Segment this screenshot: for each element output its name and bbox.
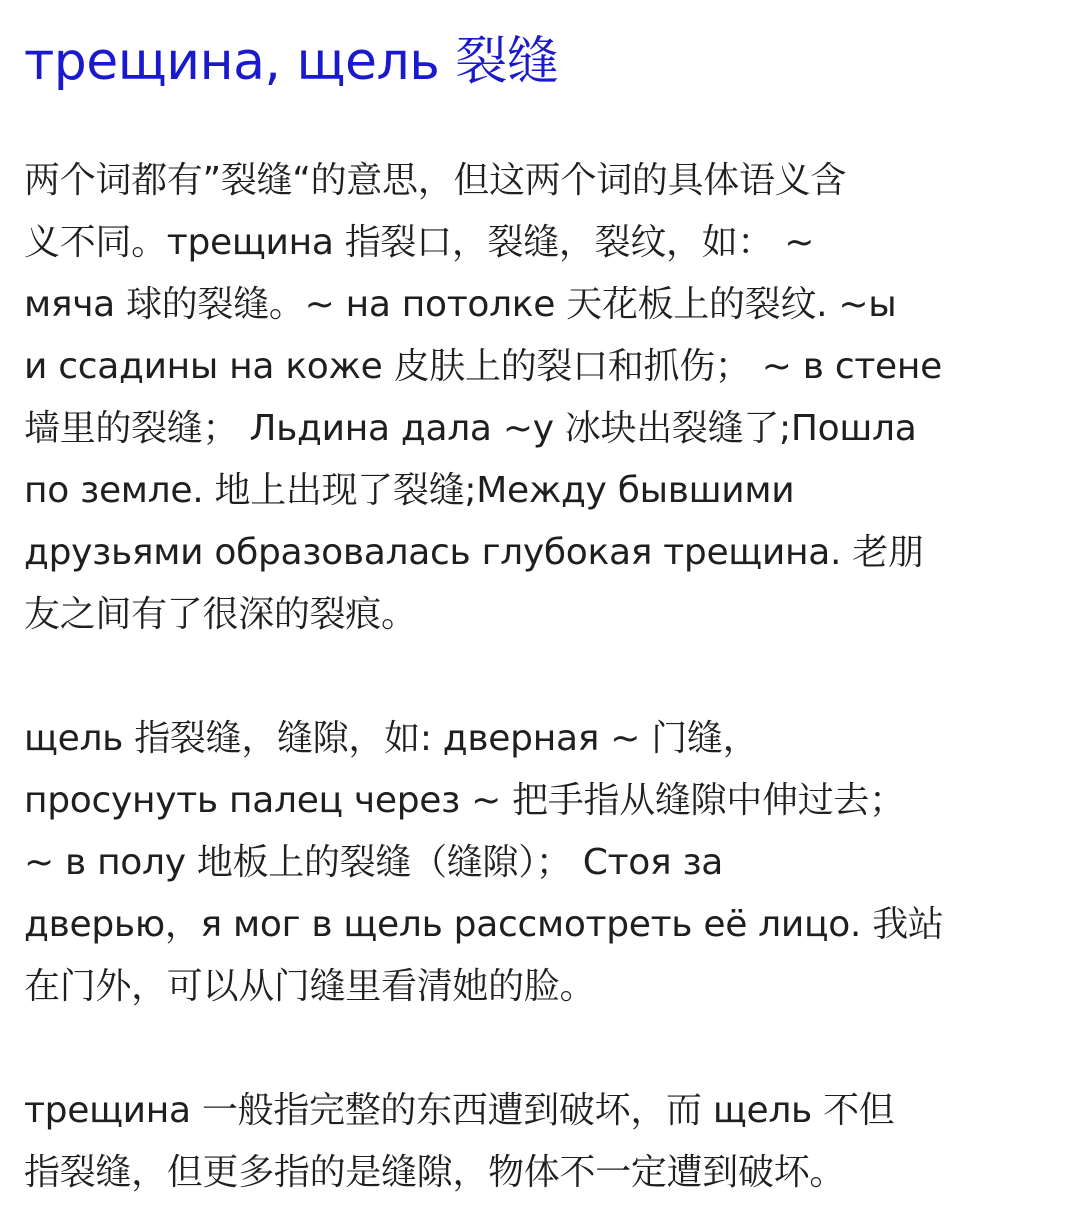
text-line: 在门外，可以从门缝里看清她的脸。 [24, 966, 596, 1007]
text-line: 两个词都有”裂缝“的意思，但这两个词的具体语义含 [24, 160, 847, 201]
text-line: 义不同。трещина 指裂口，裂缝，裂纹，如： ~ [24, 222, 815, 263]
text-line: трещина 一般指完整的东西遭到破坏，而 щель 不但 [24, 1090, 895, 1131]
text-line: мяча 球的裂缝。~ на потолке 天花板上的裂纹. ~ы [24, 284, 897, 325]
text-line: и ссадины на коже 皮肤上的裂口和抓伤； ~ в стене [24, 346, 942, 387]
text-line: по земле. 地上出现了裂缝;Между бывшими [24, 470, 795, 511]
paragraph-shchel [24, 708, 1057, 1018]
paragraph-treshchina [24, 150, 1057, 646]
text-line: друзьями образовалась глубокая трещина. 老朋 [24, 532, 924, 573]
text-line: ~ в полу 地板上的裂缝（缝隙）； Стоя за [24, 842, 724, 883]
text-line: щель 指裂缝，缝隙，如: дверная ~ 门缝， [24, 718, 759, 759]
page-title: трещина, щель 裂缝 [24, 32, 559, 92]
text-line: 指裂缝，但更多指的是缝隙，物体不一定遭到破坏。 [24, 1152, 846, 1193]
text-line: 墙里的裂缝； Льдина дала ~у 冰块出裂缝了;Пошла [24, 408, 917, 449]
text-line: 友之间有了很深的裂痕。 [24, 594, 417, 635]
text-line: просунуть палец через ~ 把手指从缝隙中伸过去； [24, 780, 905, 821]
paragraph-comparison [24, 1080, 1057, 1204]
text-line: дверью，я мог в щель рассмотреть её лицо. 我站 [24, 904, 944, 945]
